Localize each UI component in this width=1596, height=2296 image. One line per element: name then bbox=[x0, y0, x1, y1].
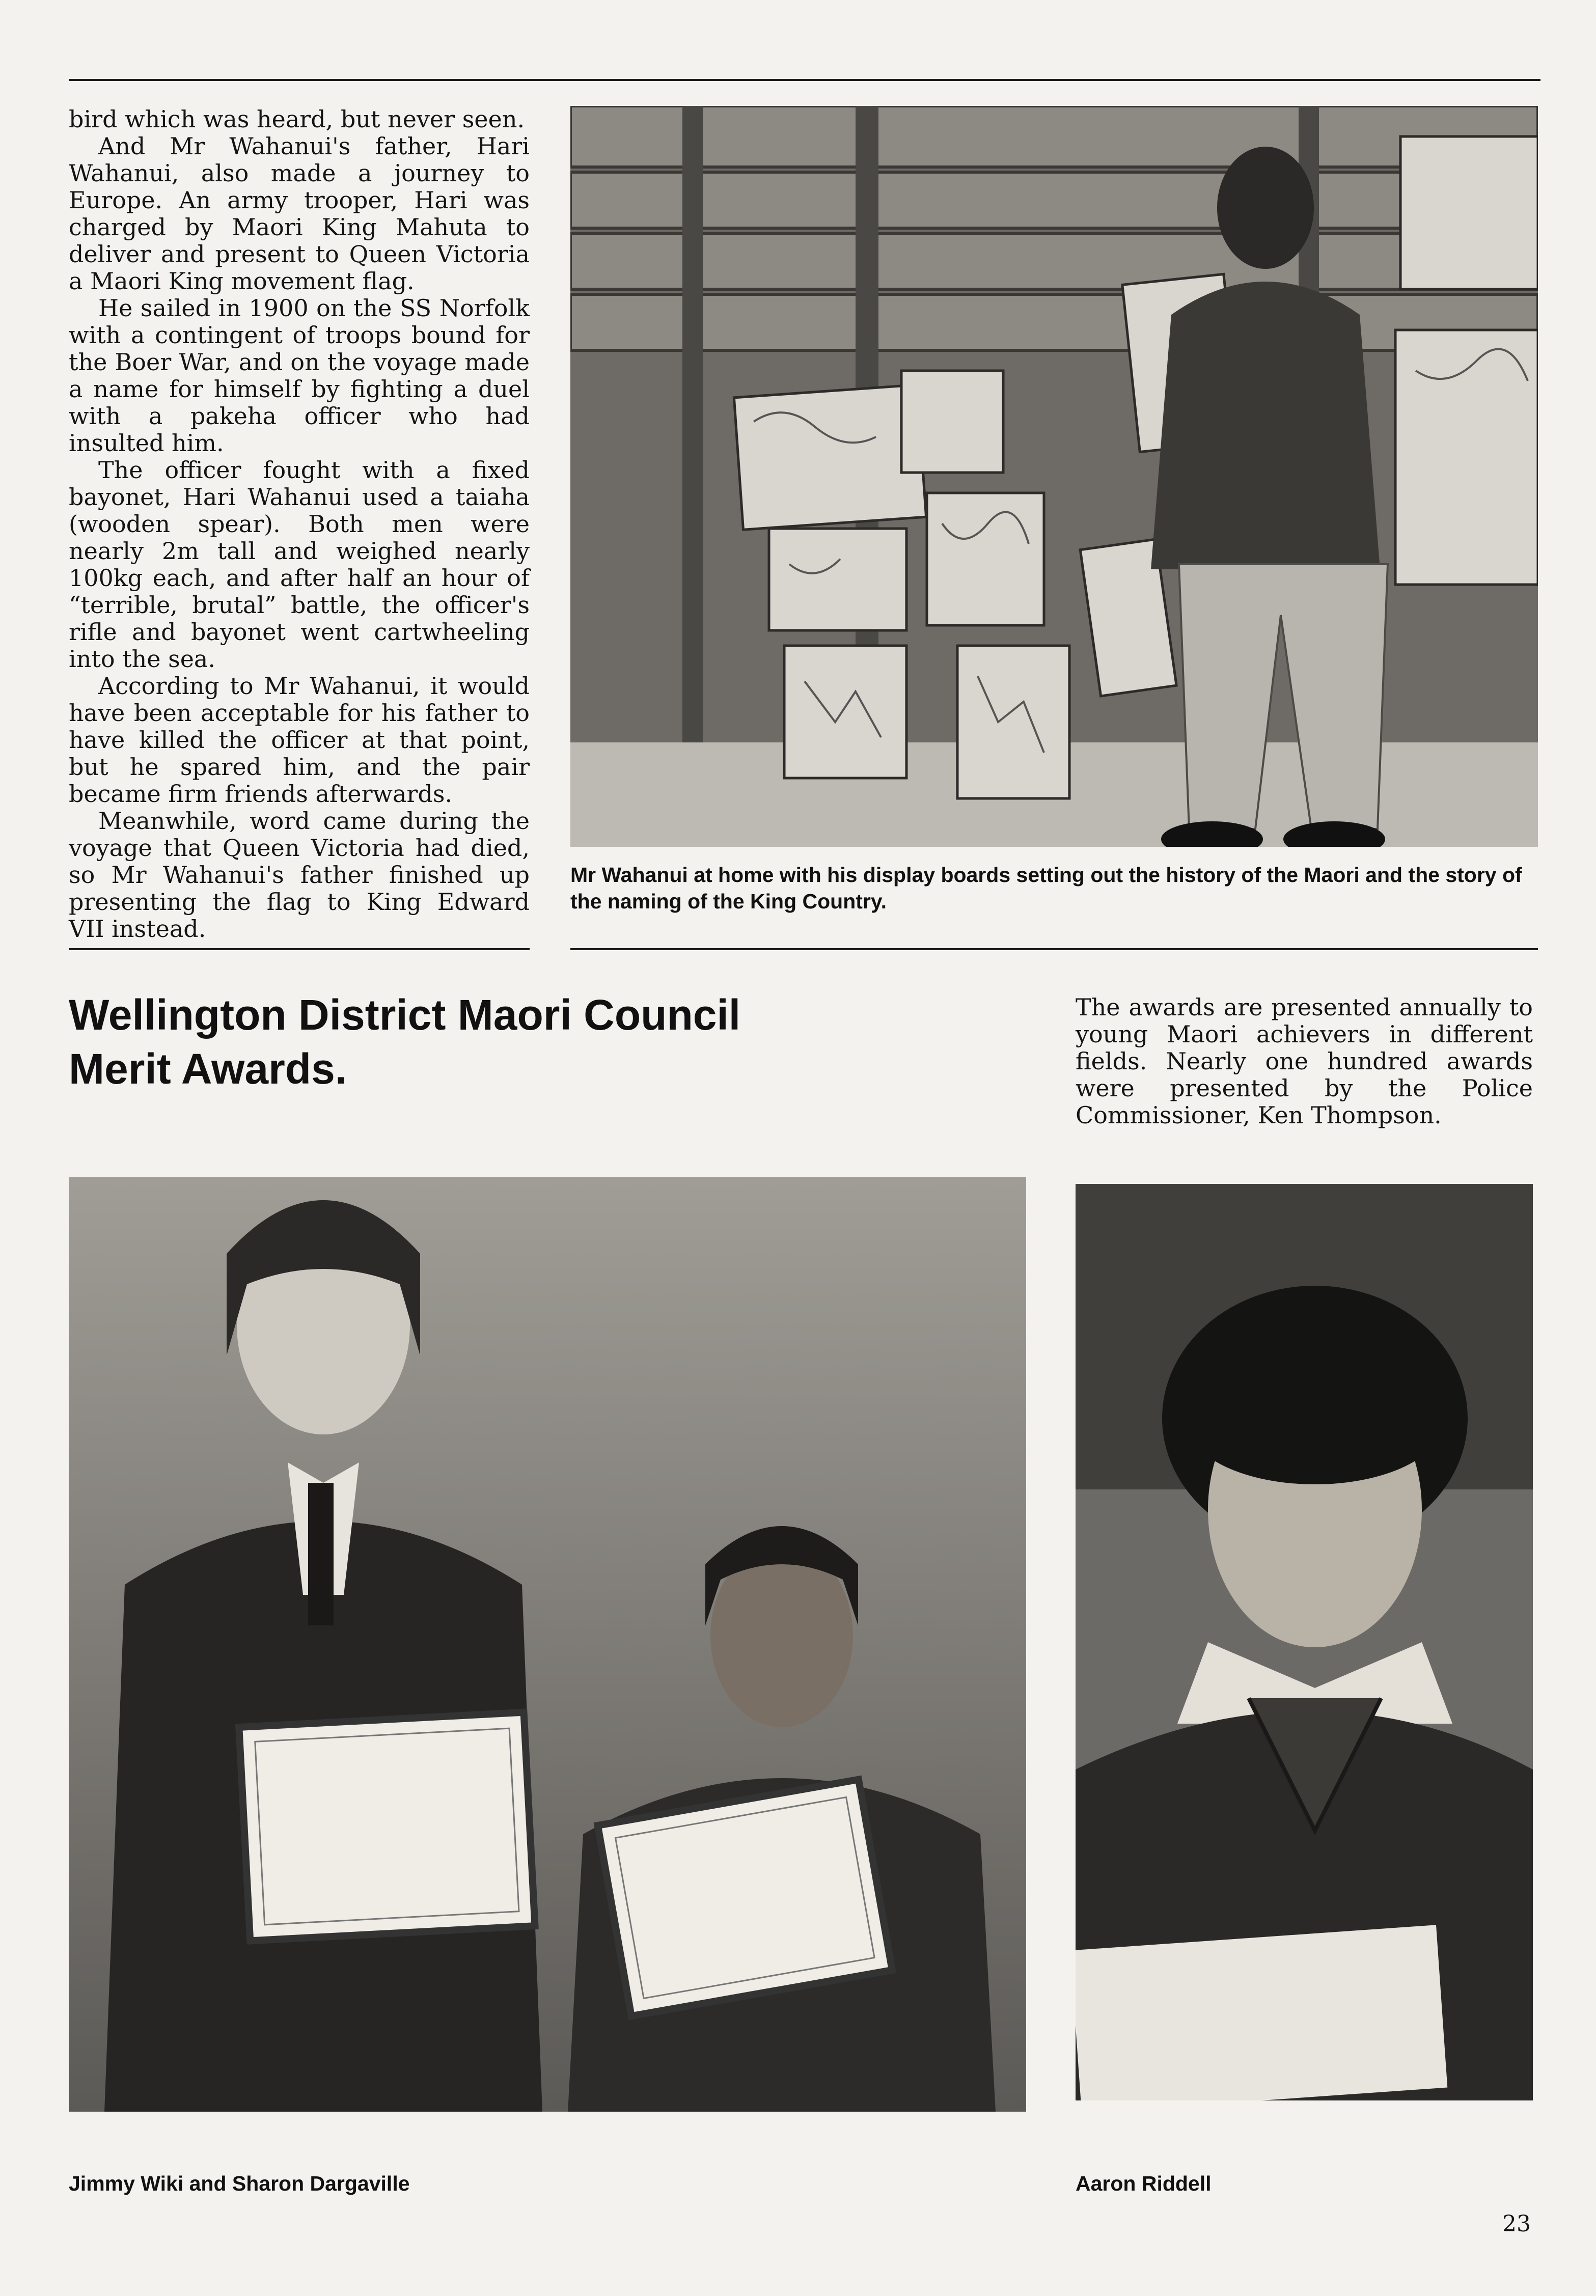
top-rule bbox=[69, 79, 1540, 81]
awards-intro: The awards are presented annually to young Maori achievers in different fields. Nearly one hundred awards were presented by the Police Commissioner, Ken Thompson. bbox=[1076, 993, 1533, 1129]
award-winners-photo bbox=[69, 1177, 1026, 2112]
article-paragraph: Meanwhile, word came during the voyage that Queen Victoria had died, so Mr Wahanui's father finished up presenting the flag to King Edward VII instead. bbox=[69, 807, 530, 943]
award-winners-caption: Jimmy Wiki and Sharon Dargaville bbox=[69, 2172, 410, 2195]
article-paragraph: bird which was heard, but never seen. bbox=[69, 105, 525, 133]
left-column-rule bbox=[69, 948, 530, 950]
article-paragraph: According to Mr Wahanui, it would have been acceptable for his father to have killed the officer at that point, but he spared him, and the pair became firm friends afterwards. bbox=[69, 672, 530, 808]
wahanui-photo bbox=[570, 106, 1538, 847]
mid-rule bbox=[570, 948, 1538, 950]
awards-headline bbox=[69, 988, 1036, 1096]
article-paragraph: He sailed in 1900 on the SS Norfolk with a contingent of troops bound for the Boer War, and on the voyage made a name for himself by fighting a duel with a pakeha officer who had insulted him. bbox=[69, 294, 530, 457]
awards-headline-line1: Wellington District Maori Council bbox=[69, 991, 741, 1039]
aaron-riddell-caption: Aaron Riddell bbox=[1076, 2172, 1212, 2195]
wahanui-photo-caption: Mr Wahanui at home with his display boards setting out the history of the Maori and the story of the naming of the King Country. bbox=[570, 863, 1522, 913]
aaron-riddell-photo bbox=[1076, 1184, 1533, 2100]
awards-headline-line2: Merit Awards. bbox=[69, 1045, 347, 1093]
article-paragraph: And Mr Wahanui's father, Hari Wahanui, also made a journey to Europe. An army trooper, Hari was charged by Maori King Mahuta to deliver and present to Queen Victoria a Maori King movement flag. bbox=[69, 132, 530, 295]
article-text-column bbox=[69, 106, 530, 943]
page-number: 23 bbox=[1502, 2211, 1531, 2237]
article-paragraph: The officer fought with a fixed bayonet, Hari Wahanui used a taiaha (wooden spear). Both men were nearly 2m tall and weighed nearly 100kg each, and after half an hour of “terrible, brutal” battle, the officer's rifle and bayonet went cartwheeling into the sea. bbox=[69, 456, 530, 673]
